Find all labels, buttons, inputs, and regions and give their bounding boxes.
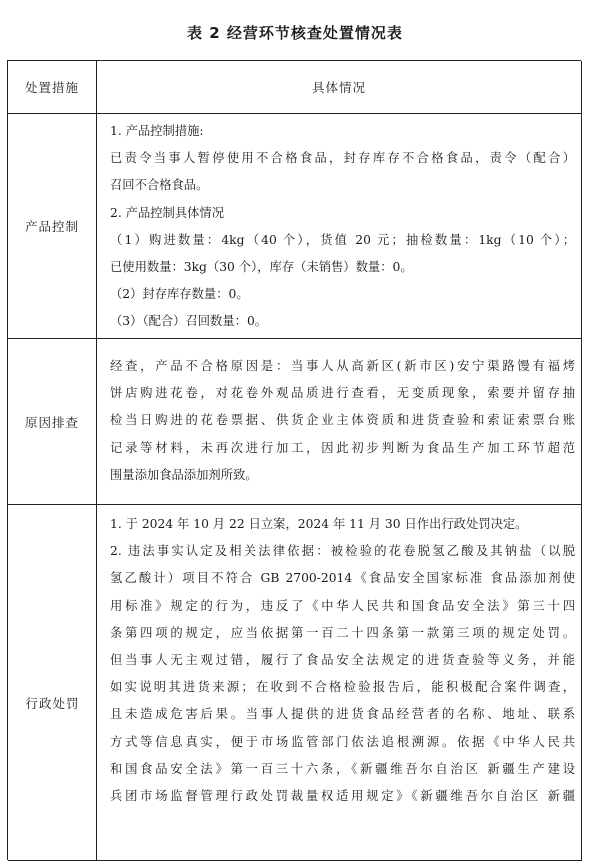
text-line: 2. 产品控制具体情况 [110, 205, 225, 220]
row-label-cause-investigation: 原因排查 [8, 339, 97, 505]
text-line: （1）购进数量：4kg（40 个），货值 20 元；抽检数量：1kg（10 个）； [110, 232, 575, 247]
row-label-text: 行政处罚 [25, 696, 80, 711]
text-line: （2）封存库存数量：0。 [110, 287, 249, 302]
text-line: 记录等材料，未再次进行加工，因此初步判断为食品生产加工环节超范 [110, 440, 575, 455]
text-line: 如实说明其进货来源；在收到不合格检验报告后，能积极配合案件调查， [110, 680, 575, 695]
row-label-administrative-penalty [8, 505, 97, 861]
text-line: 和国食品安全法》第一百三十六条，《新疆维吾尔自治区 新疆生产建设 [110, 761, 575, 776]
text-line: 2. 违法事实认定及相关法律依据：被检验的花卷脱氢乙酸及其钠盐（以脱 [110, 544, 575, 559]
text-line: 但当事人无主观过错，履行了食品安全法规定的进货查验等义务，并能 [110, 653, 575, 668]
text-line: （3）（配合）召回数量：0。 [110, 314, 268, 329]
row-content-product-control [97, 114, 582, 339]
text-line: 用标准》规定的行为，违反了《中华人民共和国食品安全法》第三十四 [110, 598, 575, 613]
text-line: 召回不合格食品。 [110, 178, 209, 193]
text-line: 已使用数量：3kg（30 个），库存（未销售）数量：0。 [110, 260, 413, 275]
text-line: 经查，产品不合格原因是：当事人从高新区(新市区)安宁渠路馒有福烤 [110, 359, 575, 373]
text-line: 围量添加食品添加剂所致。 [110, 467, 258, 482]
disposal-table [7, 60, 581, 860]
table-title: 表 2 经营环节核查处置情况表 [187, 24, 403, 42]
row-label-product-control: 产品控制 [8, 114, 97, 339]
text-line: 兵团市场监督管理行政处罚裁量权适用规定》《新疆维吾尔自治区 新疆 [110, 789, 575, 804]
text-line: 1. 产品控制措施: [110, 124, 204, 138]
row-content-cause-investigation [97, 339, 582, 505]
text-line: 饼店购进花卷，对花卷外观品质进行查看，无变质现象，索要并留存抽 [110, 386, 575, 401]
header-measures: 处置措施 [8, 61, 97, 114]
row-content-administrative-penalty [97, 505, 582, 861]
text-line: 条第四项的规定，应当依据第一百二十四条第一款第三项的规定处罚。 [110, 625, 575, 640]
text-line: 1. 于 2024 年 10 月 22 日立案，2024 年 11 月 30 日作出行政处罚决定。 [110, 517, 528, 531]
text-line: 且未造成危害后果。当事人提供的进货食品经营者的名称、地址、联系 [110, 707, 575, 722]
header-details: 具体情况 [97, 61, 582, 114]
text-line: 检当日购进的花卷票据、供货企业主体资质和进货查验和索证索票台账 [110, 413, 575, 428]
text-line: 方式等信息真实，便于市场监管部门依法追根溯源。依据《中华人民共 [110, 734, 575, 749]
text-line: 氢乙酸计）项目不符合 GB 2700-2014《食品安全国家标准 食品添加剂使 [110, 571, 575, 586]
text-line: 已责令当事人暂停使用不合格食品，封存库存不合格食品，责令（配合） [110, 151, 575, 166]
